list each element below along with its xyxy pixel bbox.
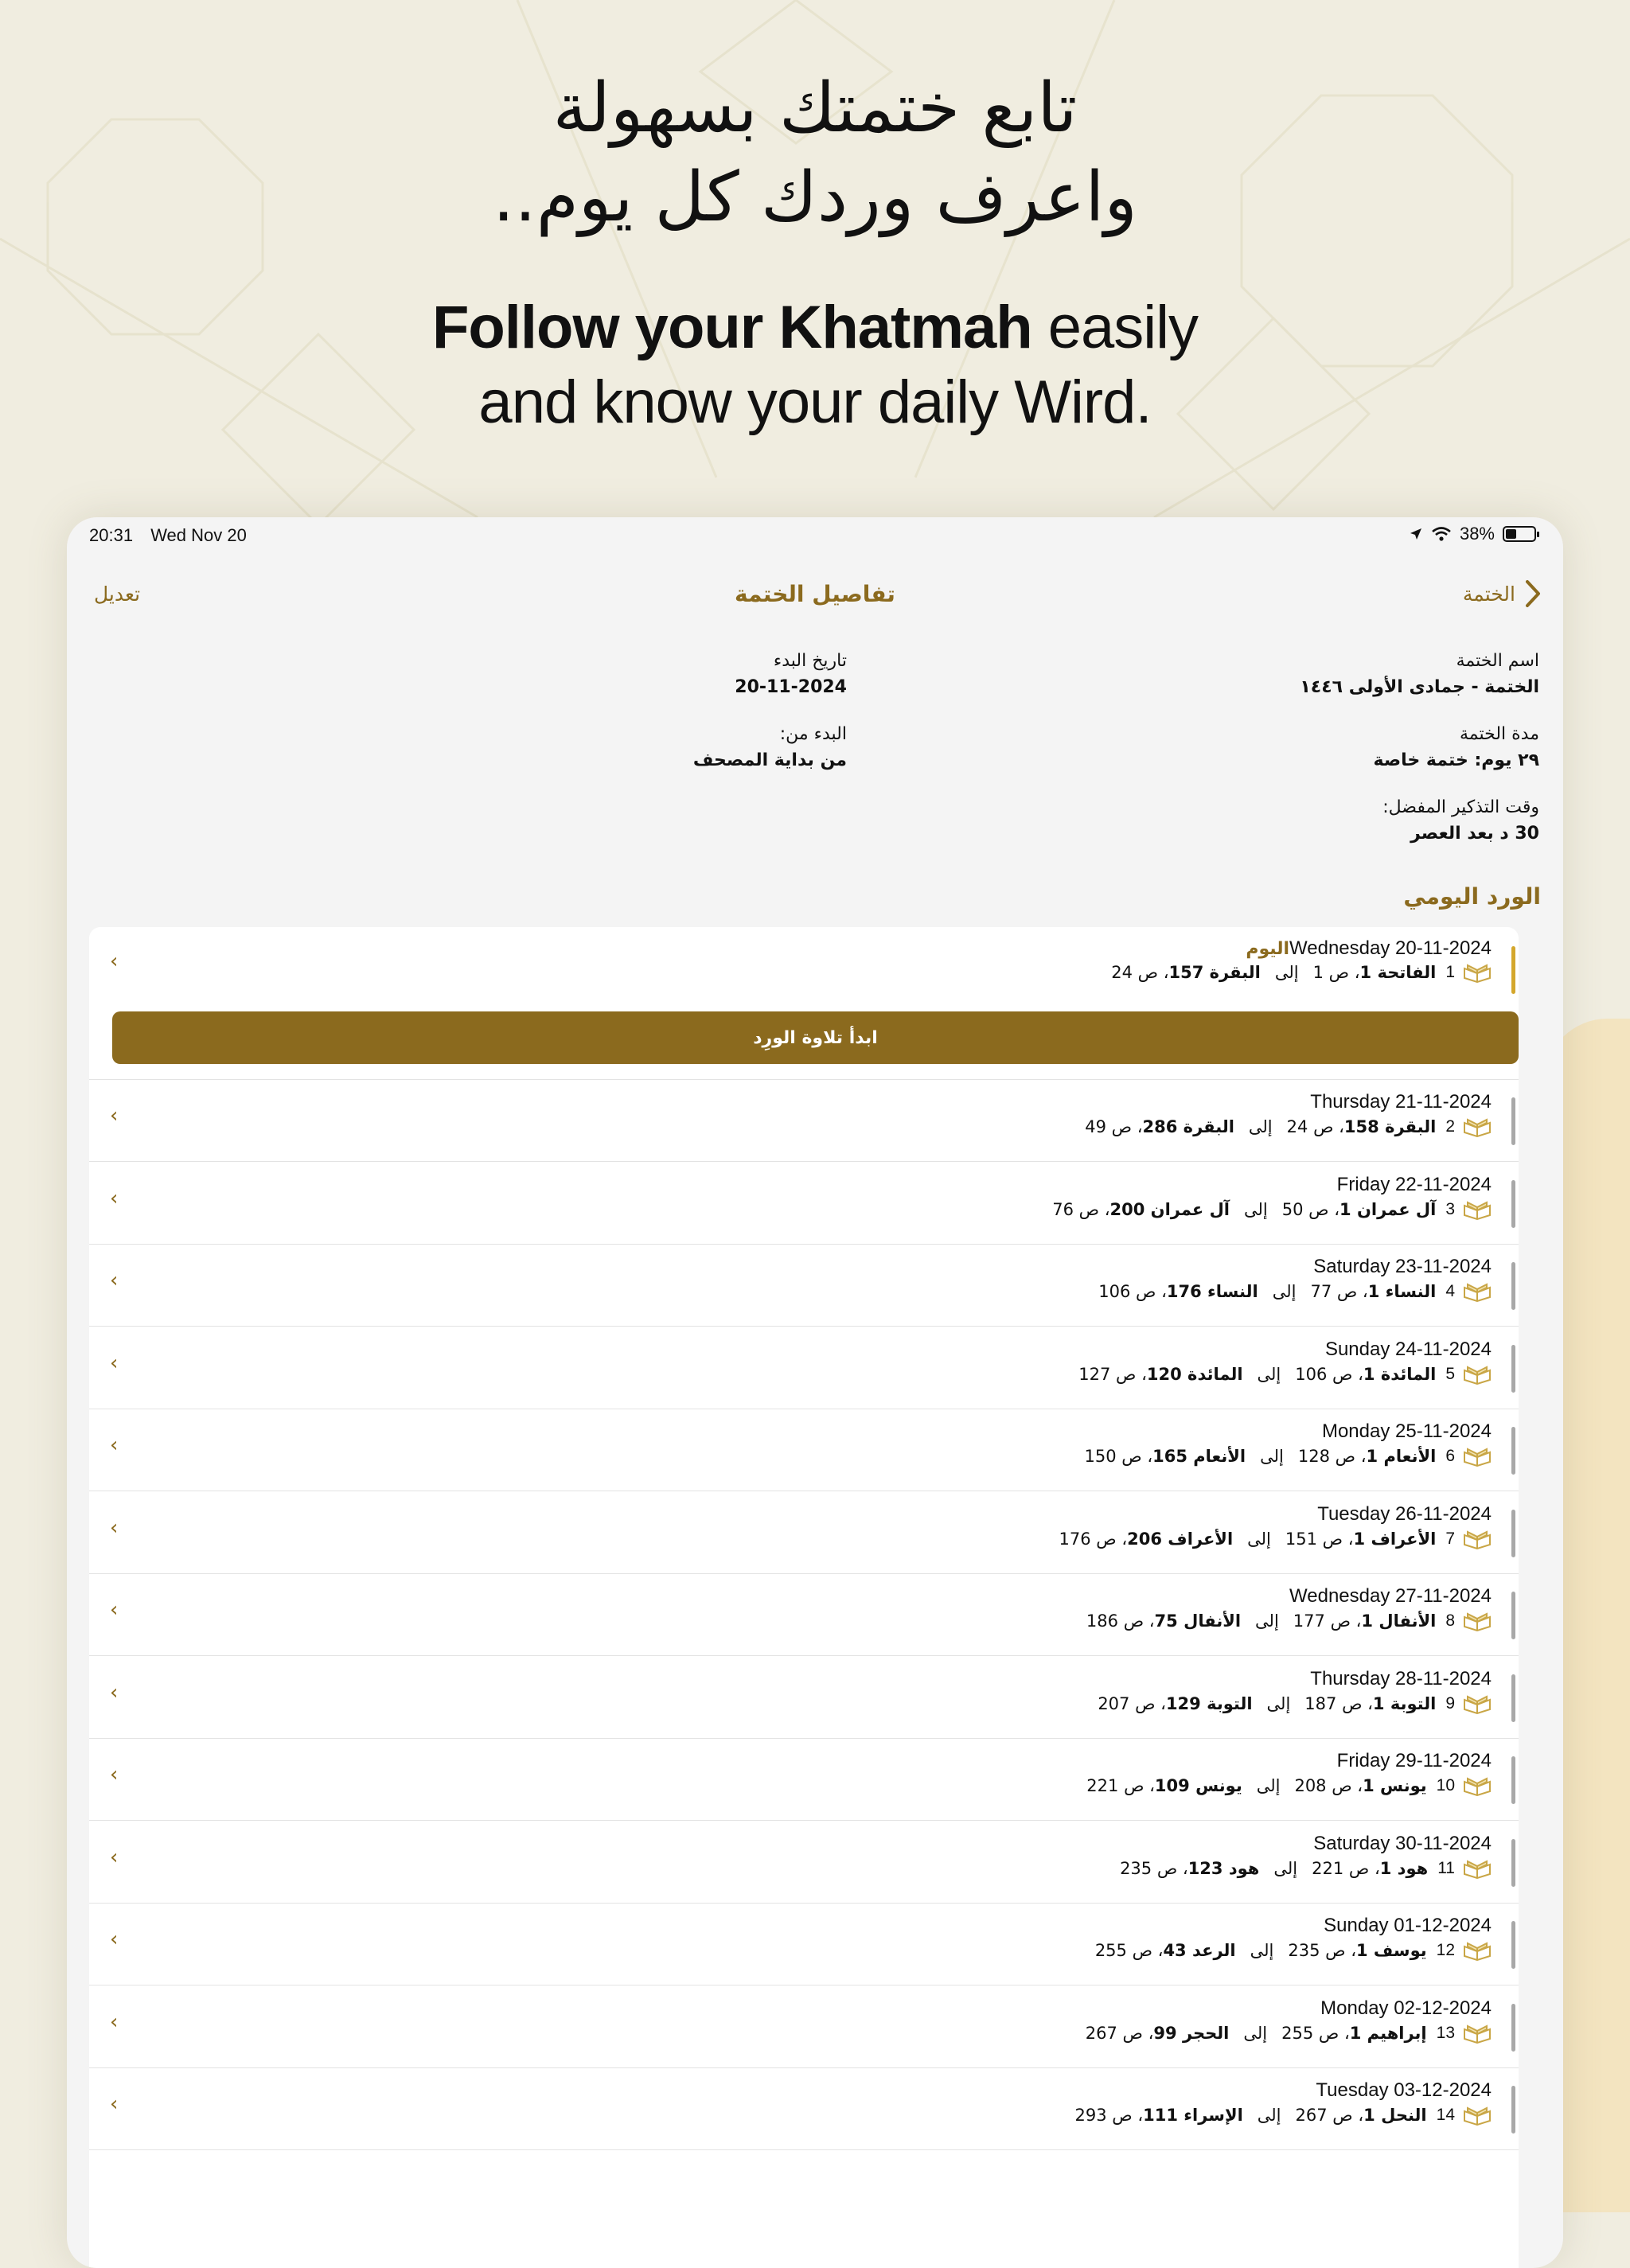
chevron-left-icon: ‹ [110, 1845, 119, 1869]
to-page: ، ص 255 [1094, 1941, 1164, 1960]
from-sura: آل عمران 1 [1339, 1199, 1437, 1219]
wifi-icon [1431, 526, 1452, 542]
to-page: ، ص 106 [1098, 1282, 1167, 1301]
to-label: إلى [1274, 963, 1299, 982]
khatmah-name-value: الختمة - جمادى الأولى ١٤٤٦ [1300, 677, 1539, 697]
battery-icon [1503, 526, 1536, 542]
daily-wird-section-title: الورد اليومي [1403, 883, 1541, 910]
day-indicator-bar [1511, 1756, 1515, 1804]
khatmah-name-label: اسم الختمة [1456, 651, 1539, 671]
day-number: 7 [1445, 1529, 1455, 1548]
day-number: 8 [1445, 1611, 1455, 1630]
day-indicator-bar [1511, 1427, 1515, 1475]
from-sura: الأنعام 1 [1366, 1447, 1437, 1466]
chevron-left-icon: ‹ [110, 1350, 119, 1375]
battery-percent: 38% [1459, 524, 1495, 544]
day-date-text: Tuesday 03-12-2024 [1316, 2079, 1492, 2101]
day-number: 12 [1436, 1941, 1455, 1959]
day-number: 14 [1436, 2106, 1455, 2124]
to-sura: الحجر 99 [1153, 2023, 1230, 2043]
day-indicator-bar [1511, 1097, 1515, 1145]
day-date [1239, 937, 1492, 960]
day-range [1075, 2105, 1492, 2126]
day-range [1078, 1364, 1492, 1385]
from-page: ، ص 77 [1310, 1282, 1368, 1301]
to-sura: البقرة 157 [1168, 963, 1261, 982]
reminder-label: وقت التذكير المفضل: [1382, 797, 1539, 817]
to-page: ، ص 267 [1085, 2023, 1154, 2043]
wird-day-row[interactable] [89, 1409, 1519, 1491]
to-sura: آل عمران 200 [1109, 1199, 1230, 1219]
day-indicator-bar [1511, 1345, 1515, 1393]
to-label: إلى [1248, 1117, 1273, 1136]
wird-day-row[interactable] [89, 1986, 1519, 2068]
quran-book-icon [1463, 1940, 1492, 1961]
from-page: ، ص 151 [1285, 1529, 1354, 1549]
to-sura: المائدة 120 [1146, 1364, 1243, 1384]
quran-book-icon [1463, 1446, 1492, 1467]
to-label: إلى [1257, 2106, 1281, 2125]
quran-book-icon [1463, 1611, 1492, 1631]
to-sura: الإسراء 111 [1143, 2106, 1243, 2125]
day-date-text: Friday 29-11-2024 [1336, 1750, 1492, 1771]
day-date [1310, 1668, 1492, 1690]
to-label: إلى [1247, 1529, 1271, 1549]
from-page: ، ص 235 [1288, 1941, 1356, 1960]
from-sura: البقرة 158 [1343, 1117, 1437, 1136]
navigation-bar [67, 573, 1563, 621]
chevron-left-icon: ‹ [110, 1433, 119, 1457]
day-date-text: Saturday 30-11-2024 [1313, 1832, 1492, 1854]
day-indicator-bar [1511, 946, 1515, 994]
day-number: 5 [1445, 1364, 1455, 1383]
day-date [1289, 1585, 1492, 1607]
to-sura: الأعراف 206 [1127, 1529, 1234, 1549]
chevron-right-icon [1525, 579, 1541, 608]
from-page: ، ص 267 [1295, 2106, 1364, 2125]
day-indicator-bar [1511, 1510, 1515, 1557]
from-sura: يوسف 1 [1355, 1941, 1427, 1960]
day-indicator-bar [1511, 2086, 1515, 2134]
day-number: 3 [1445, 1199, 1455, 1218]
to-page: ، ص 76 [1052, 1199, 1110, 1219]
day-indicator-bar [1511, 2004, 1515, 2052]
to-label: إلى [1272, 1282, 1297, 1301]
to-sura: الأنفال 75 [1154, 1611, 1242, 1631]
from-sura: الأنفال 1 [1361, 1611, 1437, 1631]
day-number: 2 [1445, 1117, 1455, 1136]
day-indicator-bar [1511, 1262, 1515, 1310]
duration-label: مدة الختمة [1459, 724, 1539, 744]
day-date-text: Saturday 23-11-2024 [1313, 1256, 1492, 1277]
quran-book-icon [1463, 1529, 1492, 1549]
day-date [1322, 1420, 1492, 1443]
day-range [1111, 962, 1492, 983]
from-page: ، ص 128 [1297, 1447, 1367, 1466]
wird-day-row[interactable] [89, 1163, 1519, 1245]
start-date-field [735, 651, 847, 697]
day-range [1052, 1199, 1492, 1220]
chevron-left-icon: ‹ [110, 1927, 119, 1951]
from-page: ، ص 1 [1312, 963, 1360, 982]
day-date-text: Wednesday 27-11-2024 [1289, 1585, 1492, 1607]
from-page: ، ص 187 [1304, 1693, 1373, 1713]
wird-day-row[interactable] [89, 927, 1519, 1080]
day-indicator-bar [1511, 1921, 1515, 1969]
from-page: ، ص 208 [1294, 1776, 1363, 1795]
day-number: 4 [1445, 1282, 1455, 1300]
day-date-text: Thursday 21-11-2024 [1310, 1091, 1492, 1113]
to-sura: هود 123 [1187, 1858, 1260, 1878]
start-date-label: تاريخ البدء [773, 651, 847, 671]
wird-day-row[interactable] [89, 1657, 1519, 1739]
day-indicator-bar [1511, 1180, 1515, 1228]
wird-day-row[interactable] [89, 1245, 1519, 1327]
to-sura: يونس 109 [1154, 1776, 1242, 1795]
quran-book-icon [1463, 1281, 1492, 1302]
promo-english-rest: easily [1031, 294, 1199, 361]
day-date [1337, 1174, 1492, 1196]
day-date [1313, 1833, 1492, 1855]
reminder-value: 30 د بعد العصر [1410, 824, 1539, 844]
quran-book-icon [1463, 2105, 1492, 2126]
day-range [1086, 1611, 1492, 1631]
day-indicator-bar [1511, 1592, 1515, 1639]
start-date-value: 20-11-2024 [735, 677, 847, 697]
day-date [1313, 1256, 1492, 1278]
day-date-text: Thursday 28-11-2024 [1310, 1667, 1492, 1689]
from-page: ، ص 255 [1281, 2023, 1350, 2043]
to-label: إلى [1256, 1776, 1281, 1795]
quran-book-icon [1463, 1116, 1492, 1137]
day-number: 13 [1436, 2023, 1455, 2042]
quran-book-icon [1463, 2023, 1492, 2044]
day-indicator-bar [1511, 1839, 1515, 1887]
chevron-left-icon: ‹ [110, 2009, 119, 2034]
start-from-label: البدء من: [779, 724, 847, 744]
status-bar [67, 517, 1563, 552]
to-page: ، ص 221 [1086, 1776, 1155, 1795]
location-icon [1409, 527, 1423, 541]
to-page: ، ص 207 [1098, 1693, 1166, 1713]
day-date-text: Sunday 01-12-2024 [1324, 1915, 1492, 1936]
chevron-left-icon: ‹ [110, 1763, 119, 1787]
day-range [1120, 1858, 1492, 1879]
to-sura: الرعد 43 [1163, 1941, 1236, 1960]
daily-wird-list [89, 927, 1519, 2268]
promo-arabic-line-2: واعرف وردك كل يوم.. [493, 158, 1137, 237]
status-time: 20:31 [89, 525, 134, 545]
day-date [1317, 1503, 1492, 1526]
day-number: 1 [1445, 963, 1455, 981]
chevron-left-icon: ‹ [110, 1186, 119, 1210]
to-page: ، ص 24 [1111, 963, 1169, 982]
from-page: ، ص 106 [1295, 1364, 1363, 1384]
quran-book-icon [1463, 1693, 1492, 1714]
start-from-value: من بداية المصحف [692, 750, 847, 770]
day-date [1324, 1915, 1492, 1937]
day-range [1098, 1281, 1492, 1302]
quran-book-icon [1463, 1775, 1492, 1796]
wird-day-row[interactable] [89, 1904, 1519, 1985]
today-label: اليوم [1246, 939, 1290, 959]
chevron-left-icon: ‹ [110, 1268, 119, 1292]
to-page: ، ص 49 [1085, 1117, 1143, 1136]
day-number: 11 [1437, 1858, 1455, 1877]
from-sura: النحل 1 [1363, 2106, 1427, 2125]
from-page: ، ص 24 [1286, 1117, 1344, 1136]
start-recitation-button[interactable]: ابدأ تلاوة الورِد [112, 1011, 1519, 1064]
to-label: إلى [1243, 2023, 1268, 2043]
page-title: تفاصيل الختمة [735, 581, 895, 607]
from-page: ، ص 177 [1293, 1611, 1362, 1631]
to-label: إلى [1273, 1858, 1298, 1878]
chevron-left-icon: ‹ [110, 1680, 119, 1705]
day-range [1095, 1940, 1492, 1961]
quran-book-icon [1463, 1858, 1492, 1879]
day-range [1098, 1693, 1492, 1714]
from-sura: المائدة 1 [1363, 1364, 1437, 1384]
promo-arabic-line-1: تابع ختمتك بسهولة [552, 68, 1078, 148]
to-page: ، ص 127 [1078, 1364, 1147, 1384]
day-number: 6 [1445, 1447, 1455, 1465]
day-date [1325, 1339, 1492, 1361]
wird-day-row[interactable] [89, 2068, 1519, 2150]
from-page: ، ص 50 [1281, 1199, 1340, 1219]
day-date [1320, 1997, 1492, 2020]
wird-day-row[interactable] [89, 1574, 1519, 1656]
duration-field [1374, 724, 1539, 770]
quran-book-icon [1463, 962, 1492, 983]
day-range [1059, 1529, 1492, 1549]
from-sura: الفاتحة 1 [1359, 963, 1437, 982]
day-date-text: Monday 02-12-2024 [1320, 1997, 1492, 2019]
from-sura: التوبة 1 [1372, 1693, 1437, 1713]
chevron-left-icon: ‹ [110, 1515, 119, 1540]
to-label: إلى [1260, 1447, 1284, 1466]
day-date-text: Wednesday 20-11-2024 [1289, 937, 1492, 959]
from-sura: النساء 1 [1367, 1282, 1437, 1301]
from-sura: إبراهيم 1 [1349, 2023, 1427, 2043]
to-sura: النساء 176 [1166, 1282, 1258, 1301]
promo-english-bold: Follow your Khatmah [431, 294, 1032, 361]
day-date-text: Sunday 24-11-2024 [1324, 1338, 1492, 1360]
back-button[interactable] [1463, 579, 1541, 608]
from-sura: يونس 1 [1363, 1776, 1427, 1795]
from-sura: الأعراف 1 [1353, 1529, 1437, 1549]
day-range [1086, 2023, 1492, 2044]
to-page: ، ص 186 [1086, 1611, 1155, 1631]
day-date-text: Friday 22-11-2024 [1336, 1173, 1492, 1195]
wird-day-row[interactable] [89, 1492, 1519, 1574]
day-range [1086, 1775, 1492, 1796]
to-page: ، ص 150 [1084, 1447, 1153, 1466]
chevron-left-icon: ‹ [110, 2092, 119, 2116]
status-date: Wed Nov 20 [150, 525, 247, 545]
ipad-screen [67, 517, 1563, 2268]
wird-day-row[interactable] [89, 1327, 1519, 1409]
to-label: إلى [1255, 1611, 1279, 1631]
day-number: 10 [1436, 1776, 1455, 1795]
wird-day-row[interactable] [89, 1822, 1519, 1904]
quran-book-icon [1463, 1364, 1492, 1385]
to-label: إلى [1244, 1199, 1268, 1219]
to-label: إلى [1257, 1364, 1281, 1384]
promo-english-line-2: and know your daily Wird. [478, 368, 1152, 436]
to-sura: التوبة 129 [1165, 1693, 1253, 1713]
to-page: ، ص 176 [1059, 1529, 1128, 1549]
wird-day-row[interactable] [89, 1739, 1519, 1821]
day-indicator-bar [1511, 1674, 1515, 1722]
day-date [1337, 1750, 1492, 1772]
day-number: 9 [1445, 1693, 1455, 1713]
to-page: ، ص 235 [1120, 1858, 1188, 1878]
chevron-left-icon: ‹ [110, 949, 119, 973]
from-page: ، ص 221 [1312, 1858, 1380, 1878]
day-date [1310, 1091, 1492, 1113]
promo-arabic-headline [0, 64, 1630, 242]
duration-value: ٢٩ يوم: ختمة خاصة [1373, 750, 1539, 770]
to-label: إلى [1266, 1693, 1291, 1713]
quran-book-icon [1463, 1199, 1492, 1220]
day-date-text: Monday 25-11-2024 [1321, 1420, 1492, 1442]
chevron-left-icon: ‹ [110, 1104, 119, 1128]
back-button-label: الختمة [1462, 582, 1515, 606]
day-date-text: Tuesday 26-11-2024 [1317, 1502, 1492, 1525]
to-page: ، ص 293 [1074, 2106, 1144, 2125]
to-label: إلى [1250, 1941, 1274, 1960]
edit-button[interactable]: تعديل [94, 583, 141, 606]
promo-english-headline [0, 290, 1630, 440]
wird-day-row[interactable] [89, 1080, 1519, 1162]
start-from-field [693, 724, 847, 770]
to-sura: الأنعام 165 [1152, 1447, 1246, 1466]
reminder-field [1382, 797, 1539, 844]
chevron-left-icon: ‹ [110, 1598, 119, 1622]
day-range [1085, 1116, 1492, 1137]
to-sura: البقرة 286 [1142, 1117, 1234, 1136]
day-date [1316, 2079, 1492, 2102]
khatmah-name-field [1300, 651, 1539, 697]
from-sura: هود 1 [1379, 1858, 1429, 1878]
day-range [1085, 1446, 1492, 1467]
